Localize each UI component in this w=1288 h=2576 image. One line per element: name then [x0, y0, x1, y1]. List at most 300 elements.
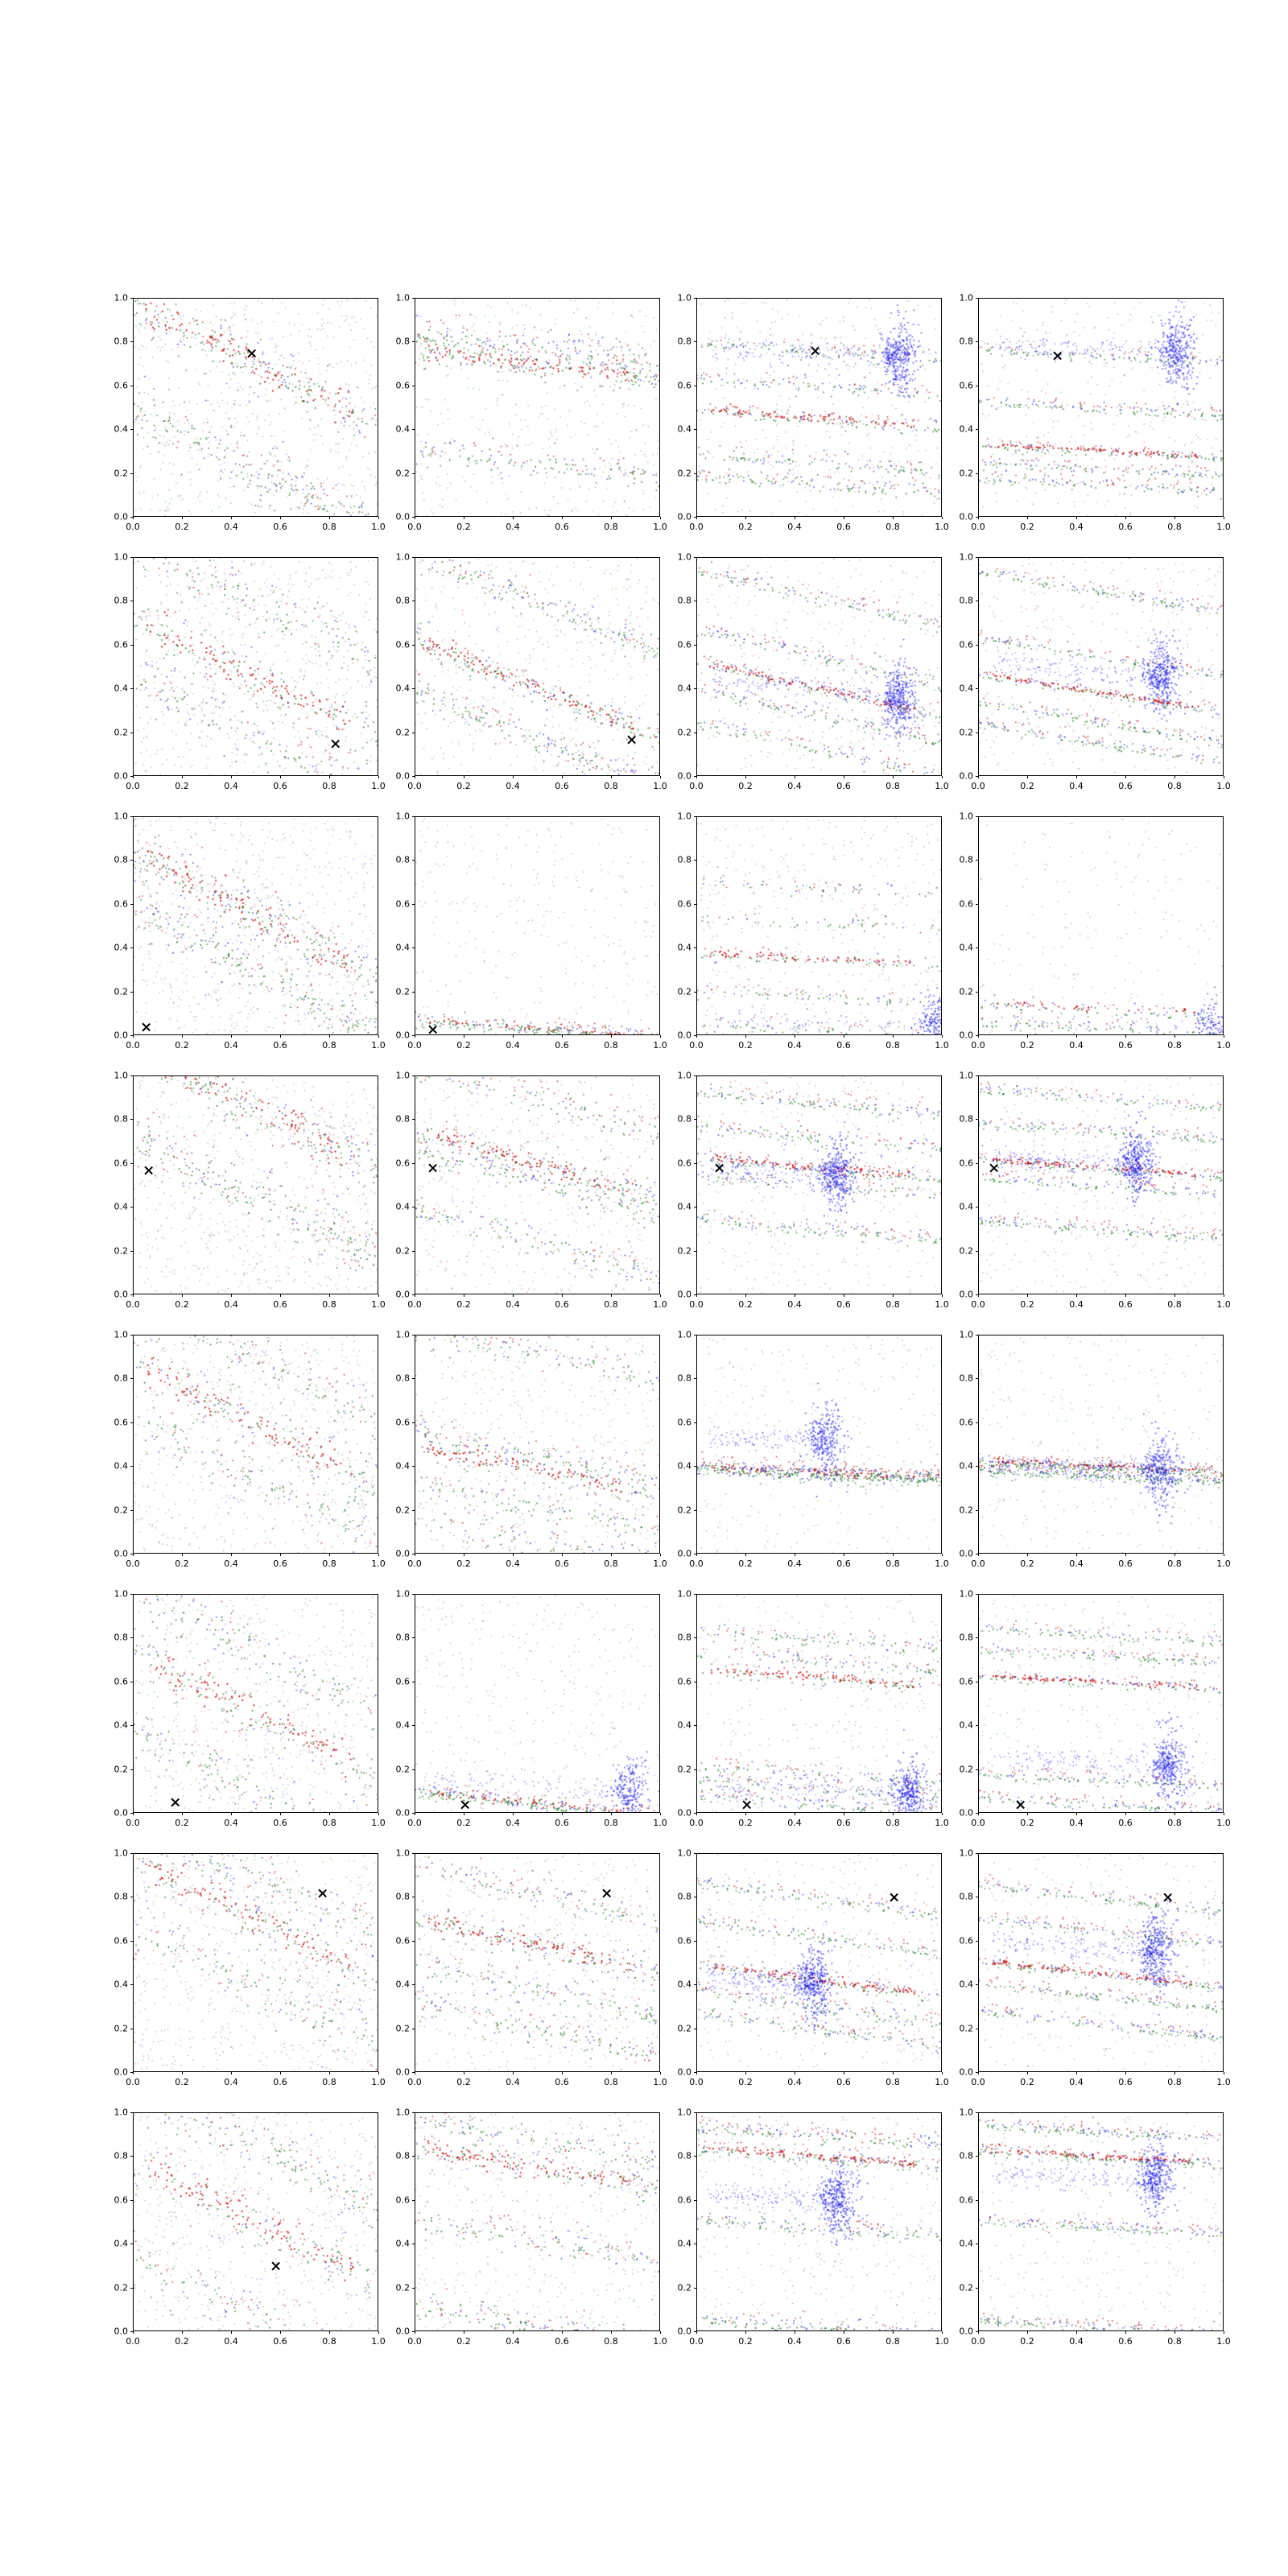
y-tick-label: 0.8 — [395, 854, 410, 865]
x-tick-label: 0.2 — [175, 1299, 189, 1310]
y-tick-label: 0.2 — [395, 1505, 410, 1516]
x-tick-mark — [978, 2072, 979, 2074]
y-tick-label: 0.0 — [959, 2066, 973, 2078]
x-tick-mark — [660, 776, 661, 778]
y-tick-label: 0.2 — [114, 468, 128, 479]
y-tick-label: 0.0 — [677, 1030, 691, 1041]
y-tick-label: 1.0 — [959, 292, 973, 303]
x-tick-label: 1.0 — [935, 2077, 949, 2087]
y-tick-label: 0.6 — [677, 2194, 691, 2206]
plot-area — [133, 816, 378, 1035]
y-tick-mark — [976, 1035, 978, 1036]
x-tick-mark — [942, 1813, 943, 1815]
y-tick-label: 0.4 — [677, 942, 691, 953]
x-tick-label: 1.0 — [371, 2077, 386, 2087]
x-tick-label: 0.0 — [407, 781, 422, 791]
x-tick-mark — [280, 1035, 281, 1038]
y-tick-mark — [412, 1075, 415, 1076]
x-tick-label: 0.6 — [273, 2336, 287, 2347]
x-tick-label: 0.2 — [456, 522, 471, 532]
y-tick-mark — [694, 2288, 696, 2289]
x-tick-label: 0.2 — [175, 1040, 189, 1051]
y-tick-mark — [976, 688, 978, 689]
x-tick-label: 0.0 — [689, 781, 704, 791]
x-tick-label: 0.4 — [506, 1818, 520, 1828]
x-tick-mark — [1174, 776, 1175, 778]
x-tick-mark — [745, 1294, 746, 1297]
x-tick-mark — [1076, 1554, 1077, 1556]
y-tick-mark — [694, 1769, 696, 1770]
x-tick-label: 0.6 — [555, 1040, 569, 1051]
x-tick-label: 0.6 — [1118, 2336, 1133, 2347]
y-tick-mark — [694, 2156, 696, 2157]
y-tick-label: 0.6 — [395, 2194, 410, 2206]
y-tick-label: 0.6 — [395, 1676, 410, 1687]
scatter-panel-r6-c3 — [959, 1847, 1231, 2087]
y-tick-label: 1.0 — [959, 1070, 973, 1081]
y-tick-label: 0.2 — [114, 2282, 128, 2293]
y-tick-label: 0.6 — [959, 380, 973, 391]
y-tick-mark — [976, 1163, 978, 1164]
plot-area — [133, 2112, 378, 2331]
scatter-panel-r6-c2 — [677, 1847, 949, 2087]
y-tick-mark — [412, 1163, 415, 1164]
x-tick-mark — [1174, 1554, 1175, 1556]
scatter-points — [134, 1595, 378, 1812]
x-tick-label: 0.2 — [175, 2077, 189, 2087]
y-tick-label: 0.6 — [114, 2194, 128, 2206]
x-tick-label: 0.6 — [836, 2077, 851, 2087]
y-tick-mark — [694, 1378, 696, 1379]
y-tick-label: 0.0 — [677, 511, 691, 522]
scatter-points — [415, 817, 659, 1034]
y-tick-label: 0.8 — [677, 1113, 691, 1125]
y-tick-mark — [130, 1075, 133, 1076]
x-tick-mark — [513, 1294, 514, 1297]
plot-area — [696, 557, 942, 776]
y-tick-label: 0.2 — [114, 1245, 128, 1257]
y-tick-mark — [130, 1294, 133, 1295]
y-tick-mark — [412, 1813, 415, 1814]
y-tick-mark — [694, 473, 696, 474]
y-tick-mark — [130, 1207, 133, 1208]
y-tick-label: 0.2 — [114, 1764, 128, 1775]
y-tick-label: 0.6 — [677, 380, 691, 391]
x-tick-label: 0.8 — [604, 1818, 618, 1828]
x-tick-label: 0.2 — [1020, 2077, 1034, 2087]
y-tick-label: 0.2 — [114, 986, 128, 997]
x-tick-mark — [133, 776, 134, 778]
y-tick-mark — [412, 1941, 415, 1942]
x-tick-label: 0.8 — [1167, 522, 1182, 532]
x-tick-label: 0.2 — [738, 1040, 753, 1051]
y-tick-label: 0.6 — [395, 639, 410, 650]
y-tick-mark — [976, 1594, 978, 1595]
plot-area — [696, 1594, 942, 1813]
x-tick-mark — [611, 1554, 612, 1556]
y-tick-label: 1.0 — [114, 1588, 128, 1600]
y-tick-label: 0.6 — [677, 1417, 691, 1428]
x-tick-label: 1.0 — [653, 781, 667, 791]
x-tick-label: 0.4 — [787, 2336, 802, 2347]
x-tick-mark — [1076, 776, 1077, 778]
y-tick-label: 0.8 — [959, 595, 973, 606]
scatter-panel-r1-c1 — [395, 551, 667, 791]
x-tick-mark — [745, 2331, 746, 2334]
y-tick-mark — [130, 517, 133, 518]
y-tick-label: 0.4 — [395, 1201, 410, 1212]
x-tick-mark — [696, 776, 697, 778]
x-tick-label: 0.4 — [224, 1818, 238, 1828]
x-tick-mark — [1027, 1294, 1028, 1297]
x-tick-mark — [378, 1294, 379, 1297]
y-tick-mark — [130, 1594, 133, 1595]
y-tick-label: 0.0 — [114, 2066, 128, 2078]
x-tick-label: 0.2 — [175, 781, 189, 791]
scatter-points — [415, 1076, 659, 1294]
y-tick-mark — [976, 816, 978, 817]
x-tick-mark — [280, 2072, 281, 2074]
scatter-points — [979, 1335, 1223, 1553]
y-tick-mark — [130, 429, 133, 430]
y-tick-label: 0.4 — [959, 1719, 973, 1731]
scatter-panel-r0-c3 — [959, 292, 1231, 532]
x-tick-label: 0.8 — [1167, 2336, 1182, 2347]
plot-area — [415, 557, 660, 776]
x-tick-label: 0.8 — [1167, 781, 1182, 791]
x-tick-mark — [133, 2072, 134, 2074]
plot-area — [978, 1335, 1224, 1554]
y-tick-label: 0.6 — [959, 898, 973, 910]
y-tick-label: 0.2 — [114, 727, 128, 738]
y-tick-mark — [694, 1725, 696, 1726]
y-tick-mark — [694, 1422, 696, 1423]
x-tick-mark — [942, 1035, 943, 1038]
plot-area — [978, 298, 1224, 517]
y-tick-mark — [130, 2072, 133, 2073]
y-tick-label: 0.4 — [677, 1460, 691, 1472]
y-tick-label: 1.0 — [395, 1329, 410, 1340]
plot-area — [415, 298, 660, 517]
scatter-points — [697, 817, 941, 1034]
x-tick-mark — [696, 1554, 697, 1556]
y-tick-label: 0.2 — [959, 468, 973, 479]
x-tick-label: 0.6 — [273, 1299, 287, 1310]
x-tick-label: 0.0 — [407, 2336, 422, 2347]
y-tick-label: 0.8 — [959, 1891, 973, 1902]
plot-area — [696, 298, 942, 517]
y-tick-mark — [694, 298, 696, 299]
y-tick-label: 1.0 — [959, 551, 973, 563]
plot-area — [133, 298, 378, 517]
x-tick-label: 1.0 — [371, 1818, 386, 1828]
y-tick-mark — [130, 860, 133, 861]
x-tick-mark — [660, 1813, 661, 1815]
x-tick-mark — [378, 2072, 379, 2074]
y-tick-mark — [976, 2112, 978, 2113]
x-tick-label: 0.6 — [1118, 1299, 1133, 1310]
x-tick-label: 0.2 — [175, 522, 189, 532]
x-tick-mark — [280, 1294, 281, 1297]
y-tick-label: 0.8 — [959, 1373, 973, 1384]
x-tick-mark — [696, 2331, 697, 2334]
y-tick-label: 0.2 — [677, 986, 691, 997]
y-tick-label: 0.0 — [959, 1289, 973, 1300]
x-tick-label: 0.8 — [604, 1299, 618, 1310]
scatter-panel-r5-c1 — [395, 1588, 667, 1828]
y-tick-mark — [694, 517, 696, 518]
y-tick-mark — [412, 2156, 415, 2157]
plot-area — [415, 1853, 660, 2072]
x-tick-label: 0.0 — [971, 781, 985, 791]
y-tick-mark — [412, 1510, 415, 1511]
y-tick-label: 0.0 — [959, 1807, 973, 1818]
scatter-panel-r2-c3 — [959, 811, 1231, 1051]
x-tick-label: 0.6 — [836, 1818, 851, 1828]
scatter-points — [134, 1854, 378, 2071]
x-tick-label: 0.8 — [1167, 1818, 1182, 1828]
y-tick-mark — [130, 904, 133, 905]
y-tick-mark — [976, 1294, 978, 1295]
y-tick-label: 0.4 — [395, 2238, 410, 2249]
x-tick-label: 0.0 — [407, 522, 422, 532]
y-tick-label: 0.8 — [959, 2150, 973, 2161]
x-tick-mark — [513, 1554, 514, 1556]
x-tick-label: 0.0 — [689, 522, 704, 532]
x-tick-mark — [182, 1294, 183, 1297]
x-tick-label: 0.4 — [1069, 1558, 1084, 1569]
x-tick-label: 0.2 — [456, 781, 471, 791]
x-tick-label: 0.8 — [1167, 2077, 1182, 2087]
y-tick-label: 0.4 — [395, 1719, 410, 1731]
y-tick-mark — [130, 473, 133, 474]
x-tick-mark — [1125, 1035, 1126, 1038]
y-tick-label: 0.0 — [395, 1548, 410, 1559]
y-tick-label: 0.0 — [677, 770, 691, 782]
y-tick-label: 0.8 — [959, 1632, 973, 1643]
x-tick-mark — [1174, 517, 1175, 519]
x-tick-mark — [942, 776, 943, 778]
x-tick-mark — [182, 1035, 183, 1038]
x-tick-label: 0.4 — [224, 1040, 238, 1051]
y-tick-mark — [694, 645, 696, 646]
y-tick-mark — [976, 1510, 978, 1511]
y-tick-mark — [694, 1510, 696, 1511]
x-tick-mark — [1174, 2331, 1175, 2334]
x-tick-mark — [182, 517, 183, 519]
y-tick-mark — [694, 688, 696, 689]
y-tick-label: 0.4 — [114, 2238, 128, 2249]
x-tick-mark — [329, 1035, 330, 1038]
x-tick-mark — [1076, 2331, 1077, 2334]
x-tick-mark — [611, 776, 612, 778]
x-tick-mark — [1125, 2331, 1126, 2334]
x-tick-label: 1.0 — [371, 1299, 386, 1310]
scatter-points — [697, 558, 941, 775]
y-tick-mark — [412, 1853, 415, 1854]
x-tick-label: 0.2 — [1020, 1299, 1034, 1310]
y-tick-label: 0.8 — [677, 854, 691, 865]
x-tick-label: 0.2 — [1020, 781, 1034, 791]
x-tick-label: 0.2 — [738, 1299, 753, 1310]
x-tick-mark — [893, 2331, 894, 2334]
y-tick-label: 0.2 — [959, 2023, 973, 2034]
x-tick-mark — [942, 1294, 943, 1297]
y-tick-mark — [976, 1378, 978, 1379]
x-tick-label: 1.0 — [371, 1558, 386, 1569]
y-tick-mark — [976, 298, 978, 299]
x-tick-label: 0.4 — [224, 522, 238, 532]
y-tick-mark — [976, 947, 978, 948]
y-tick-label: 1.0 — [677, 1847, 691, 1859]
y-tick-mark — [412, 429, 415, 430]
y-tick-label: 1.0 — [395, 551, 410, 563]
y-tick-label: 0.0 — [677, 1548, 691, 1559]
y-tick-mark — [130, 1119, 133, 1120]
y-tick-label: 0.8 — [395, 2150, 410, 2161]
x-tick-mark — [231, 1035, 232, 1038]
y-tick-label: 0.0 — [959, 1030, 973, 1041]
y-tick-mark — [694, 1637, 696, 1638]
scatter-points — [415, 558, 659, 775]
y-tick-label: 1.0 — [677, 1329, 691, 1340]
scatter-points — [134, 2113, 378, 2330]
x-tick-mark — [942, 2072, 943, 2074]
x-tick-mark — [978, 776, 979, 778]
x-tick-mark — [660, 1294, 661, 1297]
x-tick-label: 0.2 — [456, 1040, 471, 1051]
scatter-points — [415, 1595, 659, 1812]
y-tick-mark — [976, 645, 978, 646]
y-tick-mark — [412, 992, 415, 993]
y-tick-label: 0.2 — [677, 1245, 691, 1257]
y-tick-mark — [412, 1637, 415, 1638]
y-tick-label: 0.8 — [677, 336, 691, 347]
y-tick-mark — [976, 473, 978, 474]
x-tick-mark — [329, 2331, 330, 2334]
y-tick-label: 0.0 — [395, 1289, 410, 1300]
x-tick-label: 0.2 — [1020, 522, 1034, 532]
y-tick-label: 0.0 — [395, 1030, 410, 1041]
plot-area — [978, 816, 1224, 1035]
x-tick-label: 0.2 — [738, 2077, 753, 2087]
plot-area — [696, 2112, 942, 2331]
y-tick-mark — [694, 2200, 696, 2201]
scatter-panel-r7-c1 — [395, 2107, 667, 2347]
y-tick-mark — [412, 860, 415, 861]
x-tick-mark — [513, 1813, 514, 1815]
x-tick-label: 1.0 — [935, 1299, 949, 1310]
scatter-panel-r5-c0 — [114, 1588, 386, 1828]
x-tick-mark — [696, 1813, 697, 1815]
x-tick-label: 0.2 — [738, 1558, 753, 1569]
scatter-panel-r3-c2 — [677, 1070, 949, 1310]
x-tick-label: 1.0 — [653, 1818, 667, 1828]
scatter-points — [134, 1076, 378, 1294]
y-tick-label: 0.0 — [677, 2066, 691, 2078]
y-tick-mark — [976, 2288, 978, 2289]
x-tick-mark — [696, 2072, 697, 2074]
x-tick-label: 1.0 — [653, 1299, 667, 1310]
y-tick-mark — [412, 2072, 415, 2073]
x-tick-mark — [978, 1554, 979, 1556]
y-tick-mark — [976, 1422, 978, 1423]
scatter-panel-r4-c3 — [959, 1329, 1231, 1569]
x-tick-label: 0.6 — [836, 781, 851, 791]
x-tick-mark — [611, 1294, 612, 1297]
y-tick-mark — [694, 2112, 696, 2113]
scatter-panel-r0-c1 — [395, 292, 667, 532]
x-tick-mark — [611, 517, 612, 519]
y-tick-label: 1.0 — [395, 1070, 410, 1081]
y-tick-label: 0.4 — [395, 1460, 410, 1472]
x-tick-label: 0.8 — [322, 2336, 336, 2347]
y-tick-mark — [130, 557, 133, 558]
x-tick-mark — [978, 1813, 979, 1815]
x-tick-label: 0.0 — [689, 1299, 704, 1310]
x-tick-label: 0.8 — [604, 522, 618, 532]
x-tick-mark — [611, 1813, 612, 1815]
x-tick-mark — [562, 1813, 563, 1815]
x-tick-mark — [329, 1294, 330, 1297]
x-tick-mark — [660, 1035, 661, 1038]
x-tick-mark — [611, 2331, 612, 2334]
y-tick-mark — [694, 341, 696, 342]
y-tick-mark — [976, 1207, 978, 1208]
x-tick-label: 1.0 — [653, 1558, 667, 1569]
y-tick-label: 0.0 — [114, 1548, 128, 1559]
x-tick-label: 0.4 — [787, 522, 802, 532]
y-tick-label: 0.4 — [114, 1201, 128, 1212]
x-tick-label: 0.0 — [407, 2077, 422, 2087]
x-tick-label: 0.0 — [689, 2077, 704, 2087]
x-tick-label: 0.2 — [1020, 1040, 1034, 1051]
x-tick-mark — [329, 1813, 330, 1815]
y-tick-label: 0.8 — [114, 336, 128, 347]
scatter-panel-r6-c0 — [114, 1847, 386, 2087]
scatter-panel-r2-c2 — [677, 811, 949, 1051]
y-tick-label: 0.6 — [959, 1935, 973, 1946]
x-tick-mark — [1125, 776, 1126, 778]
y-tick-label: 0.2 — [959, 986, 973, 997]
plot-area — [978, 557, 1224, 776]
scatter-panel-r1-c0 — [114, 551, 386, 791]
y-tick-mark — [412, 904, 415, 905]
x-tick-label: 0.6 — [836, 1299, 851, 1310]
y-tick-mark — [976, 1075, 978, 1076]
x-tick-label: 0.6 — [555, 1818, 569, 1828]
y-tick-label: 0.0 — [677, 1289, 691, 1300]
x-tick-label: 0.4 — [1069, 1040, 1084, 1051]
x-tick-mark — [378, 1035, 379, 1038]
x-tick-label: 0.0 — [971, 522, 985, 532]
y-tick-label: 1.0 — [677, 292, 691, 303]
y-tick-label: 0.6 — [677, 1935, 691, 1946]
scatter-points — [979, 1076, 1223, 1294]
x-tick-mark — [660, 2331, 661, 2334]
y-tick-label: 1.0 — [959, 2107, 973, 2118]
scatter-points — [697, 1595, 941, 1812]
x-tick-label: 0.0 — [971, 1818, 985, 1828]
y-tick-label: 0.8 — [395, 1373, 410, 1384]
y-tick-mark — [412, 2112, 415, 2113]
x-tick-mark — [280, 1554, 281, 1556]
y-tick-mark — [412, 1984, 415, 1985]
y-tick-label: 0.8 — [677, 595, 691, 606]
y-tick-mark — [976, 860, 978, 861]
y-tick-mark — [412, 1466, 415, 1467]
y-tick-label: 0.0 — [959, 511, 973, 522]
